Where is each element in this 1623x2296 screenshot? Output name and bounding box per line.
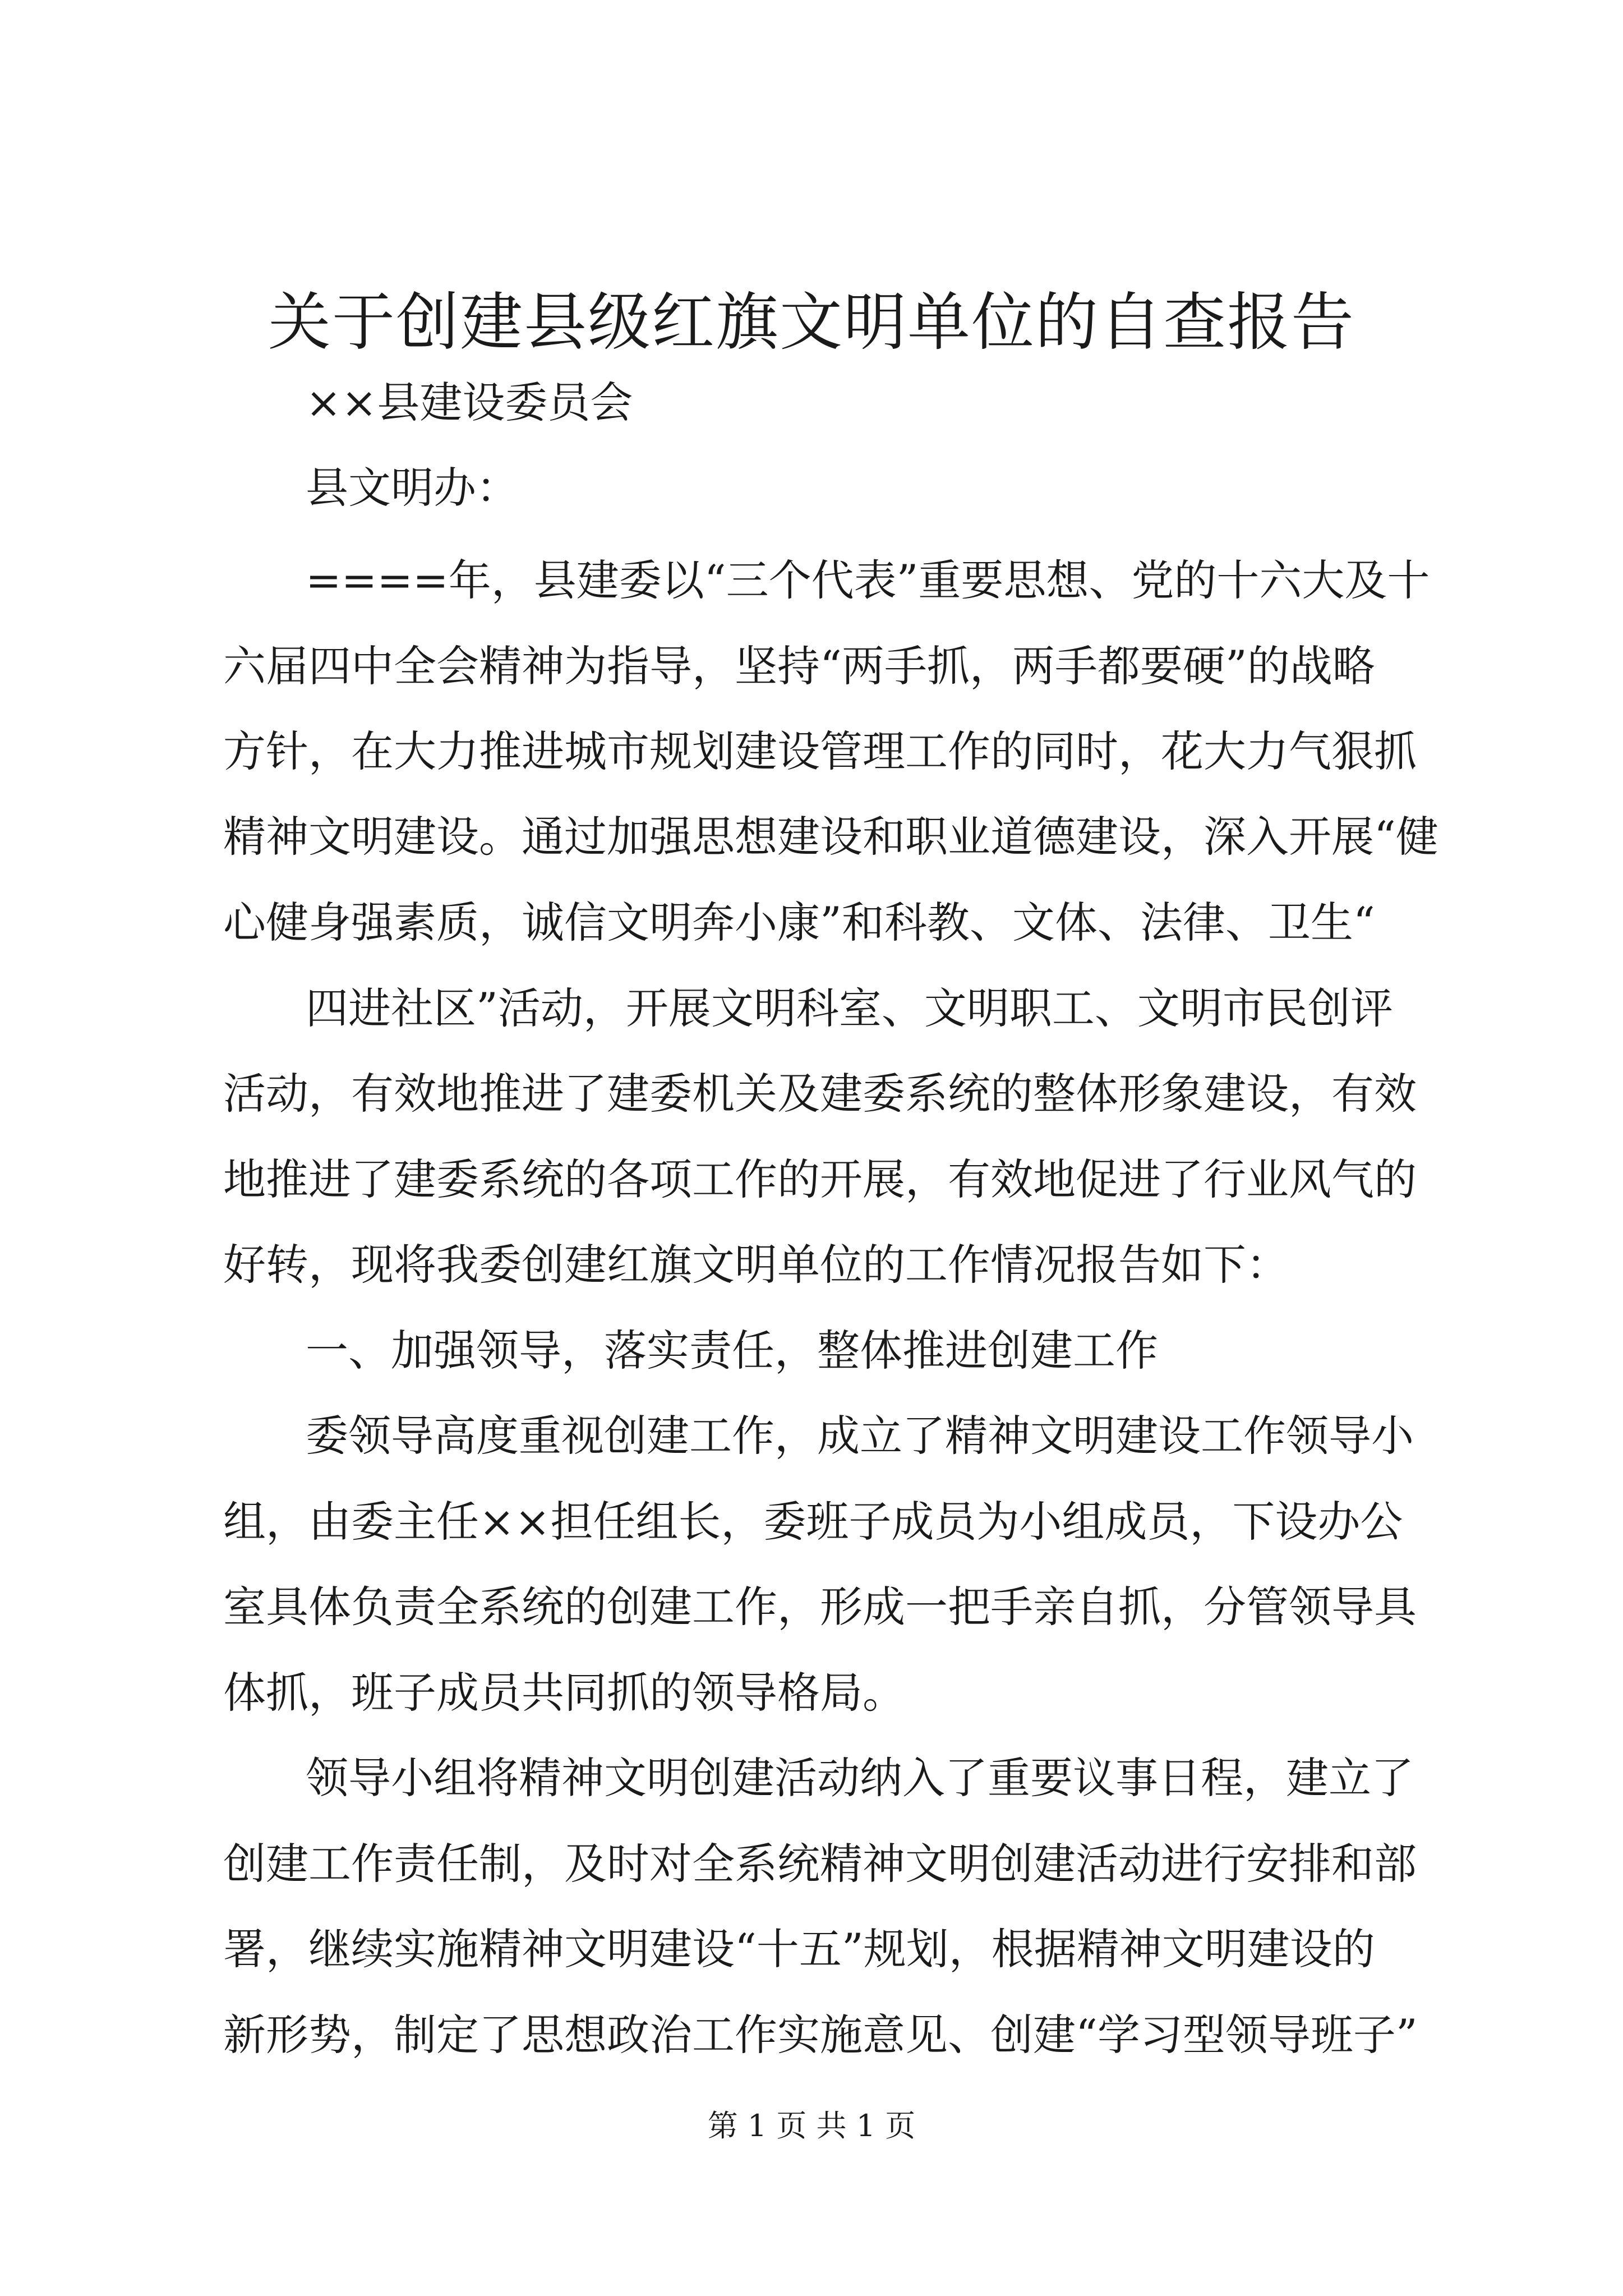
body-line-13: 室具体负责全系统的创建工作，形成一把手亲自抓，分管领导具 [223,1582,1417,1632]
body-line-12: 组，由委主任××担任组长，委班子成员为小组成员，下设办公 [223,1497,1403,1547]
body-line-1: ====年，县建委以“三个代表”重要思想、党的十六大及十 [306,555,1430,605]
body-line-7: 活动，有效地推进了建委机关及建委系统的整体形象建设，有效 [223,1069,1417,1119]
body-line-9: 好转，现将我委创建红旗文明单位的工作情况报告如下： [223,1240,1289,1290]
body-line-11: 委领导高度重视创建工作，成立了精神文明建设工作领导小 [306,1411,1414,1461]
document-title: 关于创建县级红旗文明单位的自查报告 [268,286,1355,359]
body-line-6: 四进社区”活动，开展文明科室、文明职工、文明市民创评 [306,983,1393,1033]
body-line-18: 新形势，制定了思想政治工作实施意见、创建“学习型领导班子” [223,2010,1418,2060]
body-line-15: 领导小组将精神文明创建活动纳入了重要议事日程，建立了 [306,1753,1414,1803]
body-line-4: 精神文明建设。通过加强思想建设和职业道德建设，深入开展“健 [223,812,1438,862]
body-line-3: 方针，在大力推进城市规划建设管理工作的同时，花大力气狠抓 [223,726,1417,776]
issuer-line: ××县建设委员会 [306,378,633,427]
body-line-16: 创建工作责任制，及时对全系统精神文明创建活动进行安排和部 [223,1839,1417,1889]
body-line-8: 地推进了建委系统的各项工作的开展，有效地促进了行业风气的 [223,1154,1417,1204]
body-line-5: 心健身强素质，诚信文明奔小康”和科教、文体、法律、卫生“ [223,898,1375,947]
body-line-14: 体抓，班子成员共同抓的领导格局。 [223,1668,905,1718]
body-line-2: 六届四中全会精神为指导，坚持“两手抓，两手都要硬”的战略 [223,641,1375,691]
section-heading-1: 一、加强领导，落实责任，整体推进创建工作 [306,1326,1158,1375]
page-footer: 第 1 页 共 1 页 [707,2108,916,2143]
salutation-line: 县文明办： [306,463,519,513]
body-line-17: 署，继续实施精神文明建设“十五”规划，根据精神文明建设的 [223,1924,1375,1974]
